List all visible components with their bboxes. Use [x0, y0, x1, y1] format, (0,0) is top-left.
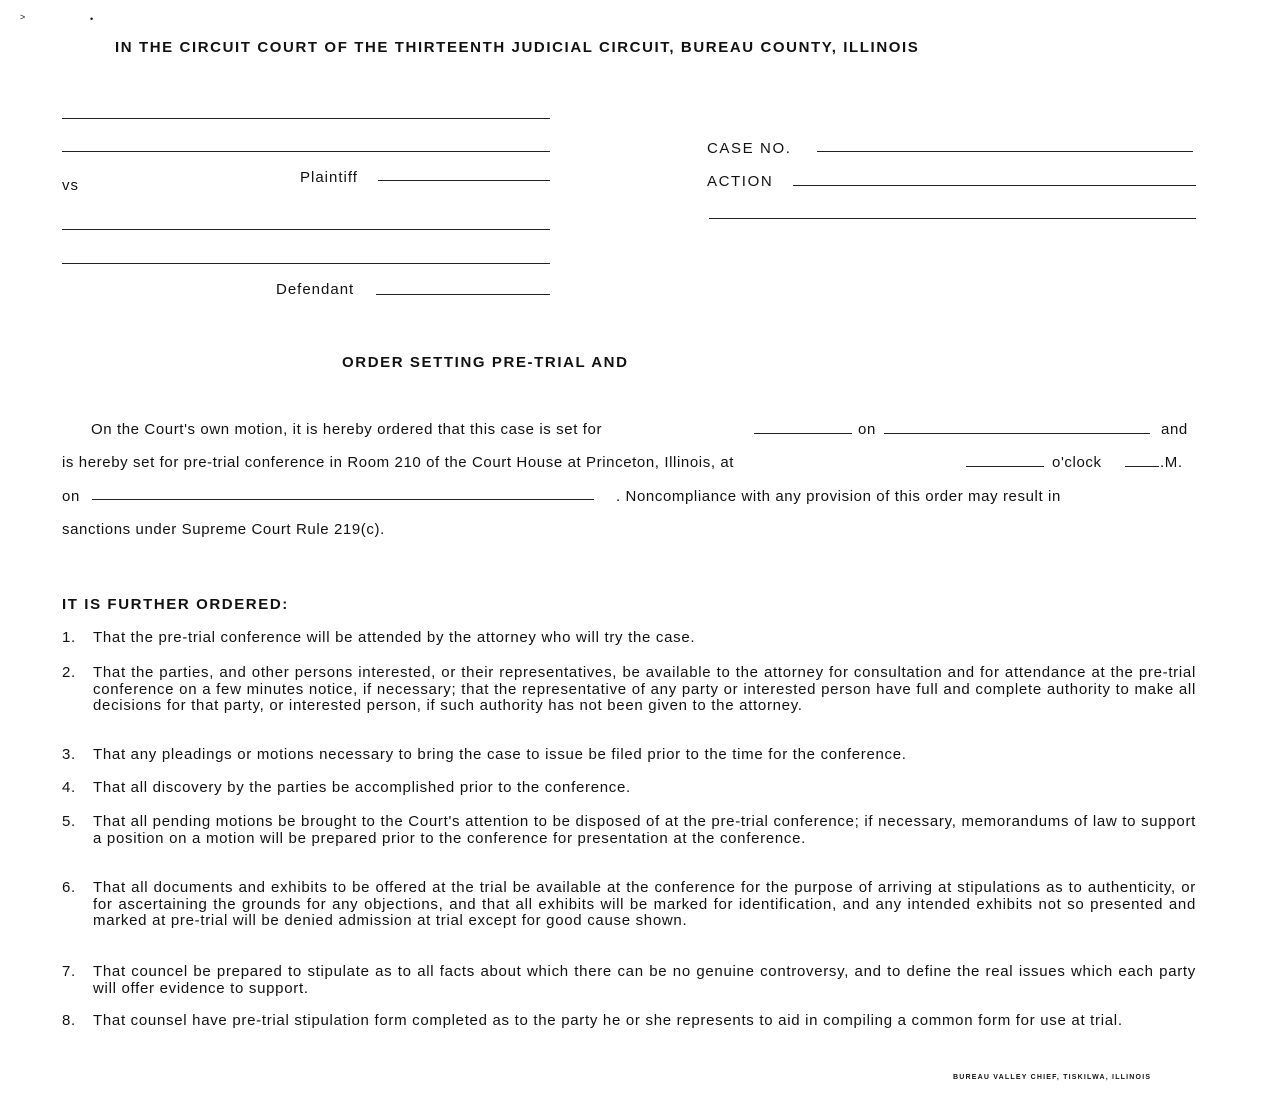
item-text: That all discovery by the parties be accomplished prior to the conference. [93, 779, 631, 796]
defendant-label: Defendant [276, 281, 355, 298]
item-text: That the pre-trial conference will be attended by the attorney who will try the case. [93, 629, 696, 646]
order-item [62, 1013, 1196, 1030]
item-number: 6. [62, 879, 76, 896]
intro-and-label: and [1161, 421, 1188, 438]
order-item [62, 780, 1196, 797]
defendant-name-line-2[interactable] [62, 263, 550, 264]
intro-line-3-tail: . Noncompliance with any provision of this order may result in [616, 488, 1061, 505]
scan-speck: ˃ [20, 12, 26, 22]
intro-line-2: is hereby set for pre-trial conference in Room 210 of the Court House at Princeton, Illinois, at [62, 454, 735, 471]
item-text: That counsel have pre-trial stipulation form completed as to the party he or she represents to aid in compiling a common form for use at trial. [93, 1012, 1123, 1029]
defendant-name-line-1[interactable] [62, 229, 550, 230]
item-number: 4. [62, 779, 76, 796]
conference-date-field[interactable] [92, 499, 594, 500]
order-item [62, 630, 1196, 647]
court-header: IN THE CIRCUIT COURT OF THE THIRTEENTH JUDICIAL CIRCUIT, BUREAU COUNTY, ILLINOIS [115, 39, 920, 56]
item-text: That any pleadings or motions necessary to bring the case to issue be filed prior to the time for the conference. [93, 746, 907, 763]
item-number: 2. [62, 664, 76, 681]
meridiem-label: .M. [1160, 454, 1183, 471]
item-number: 7. [62, 963, 76, 980]
order-title: ORDER SETTING PRE-TRIAL AND [342, 354, 629, 371]
plaintiff-line[interactable] [378, 180, 550, 181]
item-number: 5. [62, 813, 76, 830]
set-date-field[interactable] [884, 433, 1150, 434]
vs-label: vs [62, 177, 79, 194]
time-field[interactable] [966, 466, 1044, 467]
oclock-label: o'clock [1052, 454, 1102, 471]
intro-on-label: on [858, 421, 876, 438]
intro-line-1: On the Court's own motion, it is hereby ordered that this case is set for [91, 421, 603, 438]
item-number: 1. [62, 629, 76, 646]
order-item [62, 964, 1196, 997]
defendant-line[interactable] [376, 294, 550, 295]
plaintiff-name-line-1[interactable] [62, 118, 550, 119]
action-line-2[interactable] [709, 218, 1196, 219]
item-text: That all pending motions be brought to the Court's attention to be disposed of at the pre-trial conference; if necessary, memorandums of law to support a position on a motion will be prepared prior to the conference for presentation at the conference. [93, 813, 1197, 847]
am-pm-field[interactable] [1125, 466, 1159, 467]
item-number: 8. [62, 1012, 76, 1029]
item-number: 3. [62, 746, 76, 763]
order-item [62, 814, 1196, 847]
item-text: That councel be prepared to stipulate as to all facts about which there can be no genuine controversy, and to define the real issues which each party will offer evidence to support. [93, 963, 1196, 997]
case-no-label: CASE NO. [707, 140, 792, 157]
action-line[interactable] [793, 185, 1196, 186]
intro-line-3-on: on [62, 488, 80, 505]
order-item [62, 665, 1196, 715]
further-ordered-heading: IT IS FURTHER ORDERED: [62, 596, 289, 613]
order-item [62, 747, 1196, 764]
case-no-line[interactable] [817, 151, 1193, 152]
scan-speck: • [90, 14, 94, 24]
item-text: That all documents and exhibits to be offered at the trial be available at the conference for the purpose of arriving at stipulations as to authenticity, or for ascertaining the grounds for any objections, and that all exhibits will be marked for identification, and any intended exhibits not so presented and marked at pre-trial will be denied admission at trial except for good cause shown. [93, 879, 1196, 929]
intro-line-4: sanctions under Supreme Court Rule 219(c). [62, 521, 385, 538]
set-for-field[interactable] [754, 433, 852, 434]
item-text: That the parties, and other persons interested, or their representatives, be available to the attorney for consultation and for attendance at the pre-trial conference on a few minutes notice, if necessary; that the representative of any party or interested person have full and complete authority to make all decisions for that party, or interested person, if such authority has not been given to the attorney. [93, 664, 1196, 714]
plaintiff-name-line-2[interactable] [62, 151, 550, 152]
plaintiff-label: Plaintiff [300, 169, 358, 186]
printer-credit: BUREAU VALLEY CHIEF, TISKILWA, ILLINOIS [953, 1074, 1152, 1081]
action-label: ACTION [707, 173, 774, 190]
order-item [62, 880, 1196, 930]
